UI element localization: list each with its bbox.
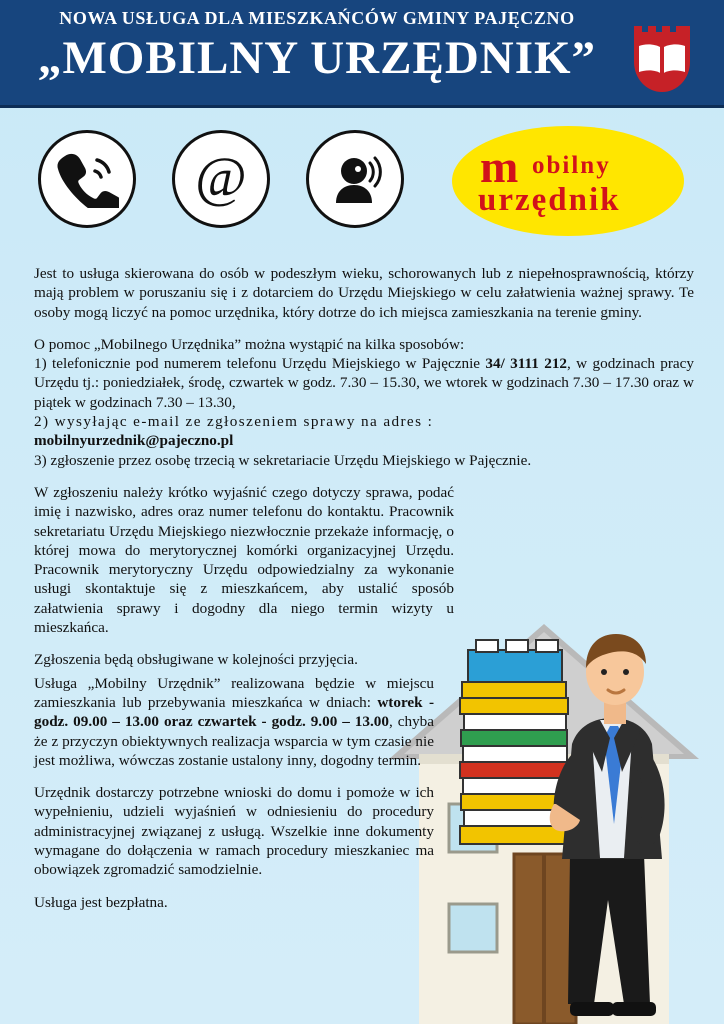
logo-letter-m: m	[480, 141, 519, 192]
paragraph-intro: Jest to usługa skierowana do osób w podeszłym wieku, schorowanych lub z niepełnosprawnością, którzy mają problem w poruszaniu się i z dotarciem do Urzędu Miejskiego w celu załatwienia ważnej sprawy. Te osoby mogą liczyć na pomoc urzędnika, który dotrze do ich miejsca zamieszkania na terenie gminy.	[34, 265, 694, 321]
at-sign-icon	[172, 130, 270, 228]
logo-word-mobilny: obilny	[532, 152, 611, 179]
logo-word-urzednik: urzędnik	[478, 182, 621, 218]
paragraph-schedule	[34, 674, 434, 770]
poster-header	[0, 0, 724, 108]
icon-row	[0, 130, 724, 250]
phone-icon	[38, 130, 136, 228]
coat-of-arms-icon	[628, 12, 702, 94]
service-hours: wtorek - godz. 09.00 – 13.00 oraz czwartek - godz. 9.00 – 13.00	[34, 693, 434, 731]
paragraph-way-2: 2) wysyłając e-mail ze zgłoszeniem sprawy na adres :	[34, 413, 434, 431]
paragraph-free: Usługa jest bezpłatna.	[34, 893, 168, 911]
paragraph-way-3: 3) zgłoszenie przez osobę trzecią w sekretariacie Urzędu Miejskiego w Pajęcznie.	[34, 451, 532, 469]
way-1-text-b: , w godzinach pracy Urzędu tj.: poniedziałek, środę, czwartek w godz. 7.30 – 15.30, we wtorek w godzinach 7.30 – 17.30 oraz w piątek w godzinach 7.30 – 13.30,	[34, 355, 694, 411]
header-kicker: NOWA USŁUGA DLA MIESZKAŃCÓW GMINY PAJĘCZNO	[59, 8, 575, 28]
schedule-text-a: Usługa „Mobilny Urzędnik” realizowana będzie w miejscu zamieszkania lub przebywania mieszkańca w dniach:	[34, 674, 434, 711]
mobilny-urzednik-logo	[452, 126, 684, 236]
office-phone-number: 34/ 3111 212	[485, 355, 568, 373]
paragraph-procedure: W zgłoszeniu należy krótko wyjaśnić czego dotyczy sprawa, podać imię i nazwisko, adres oraz numer telefonu do kontaktu. Pracownik sekretariatu Urzędu Miejskiego niezwłocznie przekaże informację, o której mowa do merytorycznej komórki organizacyjnej Urzędu. Pracownik merytoryczny Urzędu odpowiedzialny za wykonanie usługi skontaktuje się z mieszkańcem, aby ustalić sposób załatwienia sprawy i dogodny dla niego termin wizyty u mieszkańca.	[34, 483, 454, 637]
contact-email: mobilnyurzednik@pajeczno.pl	[34, 432, 234, 450]
paragraph-documents: Urzędnik dostarczy potrzebne wnioski do domu i pomoże w ich wypełnieniu, udzieli wyjaśnień w odniesieniu do procedury administracyjnej związanej z usługą. Wszelkie inne dokumenty wymagane do dołączenia w ramach procedury mieszkaniec ma obowiązek zgromadzić samodzielnie.	[34, 784, 434, 879]
poster-body	[0, 250, 724, 912]
schedule-text-b: , chyba że z przyczyn obiektywnych realizacja wsparcia w tym czasie nie jest możliwa, wówczas zostanie ustalony inny, dogodny termin.	[34, 713, 435, 769]
person-speaking-icon	[306, 130, 404, 228]
page-title: „MOBILNY URZĘDNIK”	[37, 32, 597, 84]
paragraph-order: Zgłoszenia będą obsługiwane w kolejności przyjęcia.	[34, 651, 358, 669]
way-1-text-a: 1) telefonicznie pod numerem telefonu Urzędu Miejskiego w Pajęcznie	[34, 355, 486, 373]
paragraph-way-1	[34, 354, 694, 412]
svg-text:@: @	[195, 148, 247, 209]
paragraph-ways-intro: O pomoc „Mobilnego Urzędnika” można wystąpić na kilka sposobów:	[34, 335, 465, 353]
